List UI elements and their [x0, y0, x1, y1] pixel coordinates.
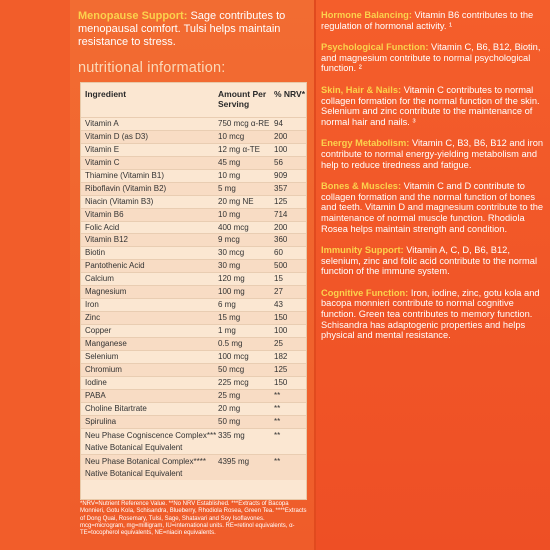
cell-nrv: 357 [274, 183, 288, 193]
table-row [81, 246, 306, 259]
benefit-heading: Bones & Muscles: [321, 181, 402, 192]
cell-amount: 20 mg NE [218, 196, 254, 206]
cell-ingredient: Zinc [85, 313, 101, 323]
nutritional-information-title: nutritional information: [78, 60, 226, 76]
cell-ingredient: Calcium [85, 274, 114, 284]
cell-amount: 6 mg [218, 300, 236, 310]
cell-ingredient: Iron [85, 300, 99, 310]
table-row [81, 415, 306, 428]
cell-nrv: 200 [274, 131, 288, 141]
cell-ingredient: Manganese [85, 338, 127, 348]
cell-ingredient: Biotin [85, 248, 106, 258]
cell-ingredient: Vitamin A [85, 119, 119, 128]
menopause-support-paragraph [78, 10, 310, 49]
cell-nrv: 100 [274, 326, 288, 335]
benefit-text: Iron, iodine, zinc, gotu kola and bacopa monnieri contribute to normal cognitive function. Green tea contributes to memory function. Schisandra has adaptogenic properties and helps physical and mental resistance. [321, 287, 540, 341]
cell-nrv: ** [274, 416, 281, 426]
cell-amount: 20 mg [218, 403, 241, 413]
cell-amount: 1 mg [218, 326, 236, 335]
table-row [81, 208, 306, 221]
cell-nrv: 150 [274, 377, 288, 387]
cell-nrv: ** [274, 430, 281, 440]
header-nrv: % NRV* [274, 89, 306, 99]
cell-nrv: ** [274, 456, 281, 466]
table-row [81, 233, 306, 246]
cell-amount: 335 mg [218, 430, 245, 440]
table-row [81, 376, 306, 389]
cell-amount: 100 mcg [218, 351, 249, 361]
table-row [81, 428, 306, 454]
benefit-heading: Skin, Hair & Nails: [321, 84, 402, 95]
cell-nrv: 200 [274, 222, 288, 232]
table-row [81, 272, 306, 285]
cell-amount: 10 mg [218, 209, 241, 219]
table-row [81, 259, 306, 272]
cell-nrv: 150 [274, 313, 288, 323]
cell-ingredient: Vitamin E [85, 144, 120, 154]
benefit-heading: Immunity Support: [321, 245, 404, 256]
cell-nrv: 714 [274, 209, 288, 219]
cell-nrv: 25 [274, 338, 283, 348]
cell-ingredient: Neu Phase Botanical Complex**** Native Botanical Equivalent [85, 456, 206, 478]
table-row [81, 389, 306, 402]
table-row [81, 143, 306, 156]
header-amount: Amount Per Serving [218, 89, 267, 109]
benefit-heading: Hormone Balancing: [321, 10, 412, 20]
cell-nrv: ** [274, 403, 281, 413]
cell-amount: 4395 mg [218, 456, 250, 466]
cell-amount: 30 mcg [218, 248, 245, 258]
table-row [81, 117, 306, 130]
cell-amount: 30 mg [218, 261, 241, 271]
cell-ingredient: Spirulina [85, 416, 117, 426]
cell-ingredient: Neu Phase Cogniscence Complex*** Native Botanical Equivalent [85, 430, 217, 452]
benefit-heading: Energy Metabolism: [321, 138, 410, 149]
benefit-heading: Cognitive Function: [321, 287, 409, 298]
benefit-heading: Psychological Function: [321, 42, 429, 53]
cell-amount: 25 mg [218, 390, 241, 400]
cell-ingredient: Niacin (Vitamin B3) [85, 196, 154, 206]
cell-amount: 225 mcg [218, 377, 249, 387]
table-row [81, 221, 306, 234]
table-row [81, 195, 306, 208]
cell-ingredient: Vitamin C [85, 157, 120, 167]
cell-amount: 100 mg [218, 287, 245, 297]
cell-nrv: 500 [274, 261, 288, 271]
table-row [81, 454, 306, 480]
table-row [81, 130, 306, 143]
cell-nrv: 182 [274, 351, 288, 361]
table-body [81, 117, 306, 480]
table-row [81, 169, 306, 182]
table-row [81, 350, 306, 363]
cell-amount: 10 mg [218, 170, 241, 180]
cell-ingredient: Vitamin B12 [85, 235, 128, 245]
benefit-section [321, 42, 547, 74]
benefit-text: Vitamin C, B6, B12, Biotin, and magnesium contribute to normal psychological function. ² [321, 42, 541, 74]
cell-nrv: 15 [274, 274, 283, 284]
cell-ingredient: Chromium [85, 364, 122, 374]
benefit-section [321, 138, 547, 170]
cell-ingredient: Riboflavin (Vitamin B2) [85, 183, 167, 193]
cell-amount: 45 mg [218, 157, 241, 167]
cell-amount: 50 mg [218, 416, 241, 426]
table-row [81, 285, 306, 298]
cell-amount: 0.5 mg [218, 338, 243, 348]
cell-ingredient: PABA [85, 390, 106, 400]
cell-amount: 9 mcg [218, 235, 240, 245]
cell-ingredient: Magnesium [85, 287, 127, 297]
background-left-edge [0, 0, 70, 550]
cell-nrv: 360 [274, 235, 288, 245]
cell-ingredient: Iodine [85, 377, 107, 387]
footnote: *NRV=Nutrient Reference Value. **No NRV Established. ***Extracts of Bacopa Monnieri, Gotu Kola, Schisandra, Blueberry, Rhodiola Rosea, Green Tea. ****Extracts of Dong Quai, Rosemary, Tulsi, Sage, Shatavari and Soy Isoflavones. mcg=microgram, mg=milligram, IU=international units. RE=retinol equivalents, α-TE=tocopherol equivalents, NE=niacin equivalents. [80, 501, 307, 537]
table-row [81, 298, 306, 311]
cell-nrv: 909 [274, 170, 288, 180]
cell-nrv: 27 [274, 287, 283, 297]
benefit-section [321, 288, 547, 341]
cell-nrv: 125 [274, 196, 288, 206]
benefit-section [321, 10, 547, 31]
table-row [81, 324, 306, 337]
cell-ingredient: Vitamin B6 [85, 209, 124, 219]
menopause-support-heading: Menopause Support: [78, 10, 188, 22]
cell-amount: 120 mg [218, 274, 245, 284]
benefit-section [321, 181, 547, 234]
table-row [81, 402, 306, 415]
header-ingredient: Ingredient [85, 89, 127, 99]
benefit-section [321, 245, 547, 277]
cell-nrv: 125 [274, 364, 288, 374]
table-row [81, 156, 306, 169]
cell-nrv: 94 [274, 119, 283, 128]
cell-amount: 50 mcg [218, 364, 245, 374]
table-row [81, 311, 306, 324]
cell-nrv: 60 [274, 248, 283, 258]
cell-ingredient: Choline Bitartrate [85, 403, 147, 413]
cell-amount: 750 mcg α-RE [218, 119, 270, 128]
cell-ingredient: Pantothenic Acid [85, 261, 145, 271]
benefit-text: Vitamin B6 contributes to the regulation of hormonal activity. ¹ [321, 10, 534, 31]
benefit-text: Vitamin C contributes to normal collagen formation for the normal function of the skin. Selenium and zinc contribute to the maintenance of normal hair and nails. ³ [321, 84, 540, 127]
cell-ingredient: Vitamin D (as D3) [85, 131, 148, 141]
cell-ingredient: Copper [85, 326, 112, 335]
table-header [81, 83, 306, 117]
cell-amount: 15 mg [218, 313, 241, 323]
benefits-column [321, 10, 547, 352]
cell-nrv: 100 [274, 144, 288, 154]
benefit-text: Vitamin C and D contribute to collagen formation and the normal function of bones and teeth. Vitamin D and magnesium contribute to the maintenance of normal muscle function. Rhodiola Rosea helps maintain strength and condition. [321, 181, 544, 234]
cell-amount: 12 mg α-TE [218, 144, 260, 154]
cell-nrv: 56 [274, 157, 283, 167]
cell-amount: 400 mcg [218, 222, 249, 232]
cell-nrv: ** [274, 390, 281, 400]
cell-ingredient: Folic Acid [85, 222, 120, 232]
benefit-text: Vitamin C, B3, B6, B12 and iron contribute to normal energy-yielding metabolism and help to reduce tiredness and fatigue. [321, 138, 544, 170]
menopause-support-text: Sage contributes to menopausal comfort. Tulsi helps maintain resistance to stress. [78, 10, 286, 48]
cell-amount: 10 mcg [218, 131, 245, 141]
cell-amount: 5 mg [218, 183, 236, 193]
table-row [81, 337, 306, 350]
cell-ingredient: Selenium [85, 351, 119, 361]
benefit-section [321, 85, 547, 127]
cell-ingredient: Thiamine (Vitamin B1) [85, 170, 164, 180]
nutrition-table [80, 82, 307, 500]
cell-nrv: 43 [274, 300, 283, 310]
table-row [81, 182, 306, 195]
benefit-text: Vitamin A, C, D, B6, B12, selenium, zinc and folic acid contribute to the normal function of the immune system. [321, 245, 538, 277]
table-row [81, 363, 306, 376]
